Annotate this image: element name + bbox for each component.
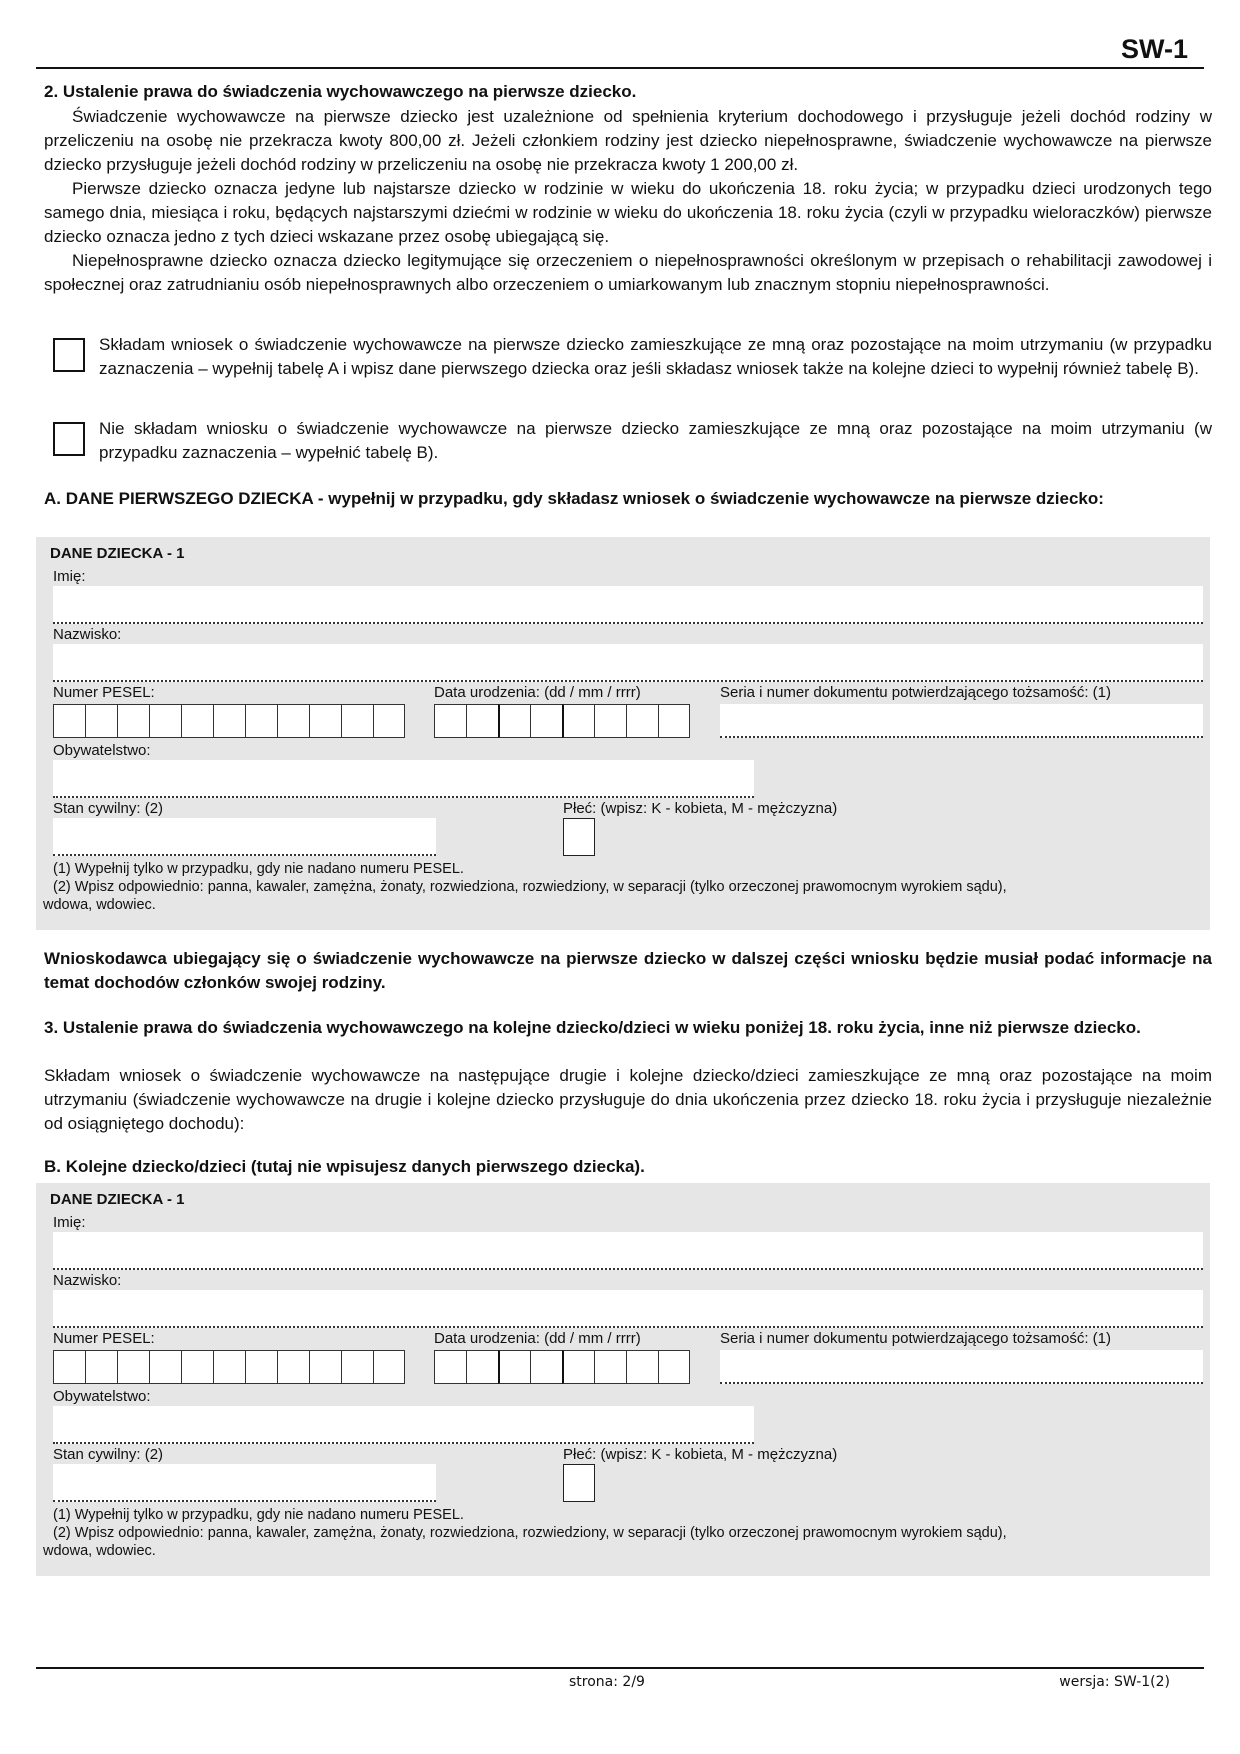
no-apply-first-child-checkbox[interactable] [53, 422, 85, 456]
birth-date-cell[interactable] [498, 1350, 530, 1384]
pesel-cell[interactable] [277, 704, 309, 738]
form-version: wersja: SW-1(2) [1059, 1674, 1170, 1690]
id-document-label: Seria i numer dokumentu potwierdzającego tożsamość: (1) [720, 684, 1112, 701]
birth-date-cell[interactable] [530, 1350, 562, 1384]
pesel-cell[interactable] [277, 1350, 309, 1384]
footnote-1: (1) Wypełnij tylko w przypadku, gdy nie nadano numeru PESEL. [53, 1507, 464, 1523]
footnote-1: (1) Wypełnij tylko w przypadku, gdy nie nadano numeru PESEL. [53, 861, 464, 877]
pesel-cell[interactable] [117, 704, 149, 738]
citizenship-field[interactable] [53, 760, 754, 798]
pesel-cell[interactable] [341, 704, 373, 738]
pesel-cell[interactable] [245, 704, 277, 738]
pesel-cell[interactable] [85, 704, 117, 738]
birth-date-label: Data urodzenia: (dd / mm / rrrr) [434, 684, 641, 701]
apply-first-child-label: Składam wniosek o świadczenie wychowawcze na pierwsze dziecko zamieszkujące ze mną oraz pozostające na moim utrzymaniu (w przypadku zaznaczenia – wypełnij tabelę A i wpisz dane pierwszego dziecka oraz jeśli składasz wniosek także na kolejne dzieci to wypełnij również tabelę B). [99, 335, 1212, 378]
last-name-field[interactable] [53, 644, 1203, 682]
box-title: DANE DZIECKA - 1 [50, 1191, 185, 1208]
id-document-field[interactable] [720, 1350, 1203, 1384]
last-name-field[interactable] [53, 1290, 1203, 1328]
section-2-paragraph-disabled-child: Niepełnosprawne dziecko oznacza dziecko legitymujące się orzeczeniem o niepełnosprawności określonym w przepisach o rehabilitacji zawodowej i społecznej oraz zatrudnianiu osób niepełnosprawnych albo orzeczeniem o umiarkowanym lub znacznym stopniu niepełnosprawności. [44, 251, 1212, 294]
birth-date-cell[interactable] [626, 1350, 658, 1384]
marital-status-field[interactable] [53, 1464, 436, 1502]
sex-label: Płeć: (wpisz: K - kobieta, M - mężczyzna) [563, 800, 838, 817]
sex-label: Płeć: (wpisz: K - kobieta, M - mężczyzna) [563, 1446, 838, 1463]
marital-status-field[interactable] [53, 818, 436, 856]
birth-date-cell[interactable] [498, 704, 530, 738]
pesel-cell[interactable] [149, 704, 181, 738]
id-document-label: Seria i numer dokumentu potwierdzającego tożsamość: (1) [720, 1330, 1112, 1347]
citizenship-label: Obywatelstwo: [53, 742, 151, 759]
income-notice: Wnioskodawca ubiegający się o świadczenie wychowawcze na pierwsze dziecko w dalszej części wniosku będzie musiał podać informacje na temat dochodów członków swojej rodziny. [44, 949, 1212, 992]
pesel-cell[interactable] [213, 704, 245, 738]
pesel-cell[interactable] [341, 1350, 373, 1384]
section-3-text: Składam wniosek o świadczenie wychowawcze na następujące drugie i kolejne dziecko/dzieci zamieszkujące ze mną oraz pozostające na moim utrzymaniu (świadczenie wychowawcze na drugie i kolejne dziecko przysługuje do dnia ukończenia przez dziecko 18. roku życia i przysługuje niezależnie od osiągniętego dochodu): [44, 1066, 1212, 1133]
birth-date-field[interactable] [434, 1350, 690, 1384]
footnote-2: (2) Wpisz odpowiednio: panna, kawaler, zamężna, żonaty, rozwiedziona, rozwiedziony, w separacji (tylko orzeczonej prawomocnym wyrokiem sądu), [53, 1525, 1007, 1541]
section-2-paragraph-income: Świadczenie wychowawcze na pierwsze dziecko jest uzależnione od spełnienia kryterium dochodowego i przysługuje jeżeli dochód rodziny w przeliczeniu na osobę nie przekracza kwoty 800,00 zł. Jeżeli członkiem rodziny jest dziecko niepełnosprawne, świadczenie wychowawcze na pierwsze dziecko przysługuje jeżeli dochód rodziny w przeliczeniu na osobę nie przekracza kwoty 1 200,00 zł. [44, 107, 1212, 174]
pesel-cell[interactable] [309, 1350, 341, 1384]
birth-date-cell[interactable] [434, 1350, 466, 1384]
footer-divider [36, 1667, 1204, 1669]
citizenship-field[interactable] [53, 1406, 754, 1444]
footnote-2-continued: wdowa, wdowiec. [43, 1543, 156, 1559]
pesel-label: Numer PESEL: [53, 1330, 155, 1347]
pesel-cell[interactable] [213, 1350, 245, 1384]
pesel-cell[interactable] [373, 704, 405, 738]
pesel-cell[interactable] [53, 1350, 85, 1384]
box-title: DANE DZIECKA - 1 [50, 545, 185, 562]
no-apply-first-child-label: Nie składam wniosku o świadczenie wychowawcze na pierwsze dziecko zamieszkujące ze mną oraz pozostające na moim utrzymaniu (w przypadku zaznaczenia – wypełnić tabelę B). [99, 419, 1212, 462]
pesel-cell[interactable] [309, 704, 341, 738]
birth-date-field[interactable] [434, 704, 690, 738]
birth-date-cell[interactable] [594, 1350, 626, 1384]
first-name-field[interactable] [53, 1232, 1203, 1270]
pesel-cell[interactable] [117, 1350, 149, 1384]
footnote-2-continued: wdowa, wdowiec. [43, 897, 156, 913]
pesel-field[interactable] [53, 704, 405, 738]
header-divider [36, 67, 1204, 69]
birth-date-cell[interactable] [562, 1350, 594, 1384]
pesel-cell[interactable] [181, 1350, 213, 1384]
section-b-title: B. Kolejne dziecko/dzieci (tutaj nie wpisujesz danych pierwszego dziecka). [44, 1157, 645, 1176]
form-code: SW-1 [1121, 34, 1188, 64]
pesel-cell[interactable] [85, 1350, 117, 1384]
birth-date-cell[interactable] [658, 704, 690, 738]
pesel-field[interactable] [53, 1350, 405, 1384]
birth-date-cell[interactable] [594, 704, 626, 738]
marital-status-label: Stan cywilny: (2) [53, 800, 164, 817]
birth-date-label: Data urodzenia: (dd / mm / rrrr) [434, 1330, 641, 1347]
first-name-field[interactable] [53, 586, 1203, 624]
birth-date-cell[interactable] [530, 704, 562, 738]
sex-field[interactable] [563, 1464, 595, 1502]
section-2-heading: 2. Ustalenie prawa do świadczenia wychowawczego na pierwsze dziecko. [44, 82, 637, 101]
child-data-box-a [36, 537, 1210, 930]
pesel-cell[interactable] [373, 1350, 405, 1384]
last-name-label: Nazwisko: [53, 626, 122, 643]
pesel-cell[interactable] [245, 1350, 277, 1384]
first-name-label: Imię: [53, 568, 86, 585]
section-2-paragraph-first-child: Pierwsze dziecko oznacza jedyne lub najstarsze dziecko w rodzinie w wieku do ukończenia 18. roku życia; w przypadku dzieci urodzonych tego samego dnia, miesiąca i roku, będących najstarszymi dziećmi w rodzinie w wieku do ukończenia 18. roku życia (czyli w przypadku wieloraczków) pierwsze dziecko oznacza jedno z tych dzieci wskazane przez osobę ubiegającą się. [44, 179, 1212, 246]
birth-date-cell[interactable] [658, 1350, 690, 1384]
birth-date-cell[interactable] [626, 704, 658, 738]
pesel-cell[interactable] [181, 704, 213, 738]
id-document-field[interactable] [720, 704, 1203, 738]
pesel-cell[interactable] [149, 1350, 181, 1384]
pesel-cell[interactable] [53, 704, 85, 738]
apply-first-child-checkbox[interactable] [53, 338, 85, 372]
last-name-label: Nazwisko: [53, 1272, 122, 1289]
pesel-label: Numer PESEL: [53, 684, 155, 701]
birth-date-cell[interactable] [434, 704, 466, 738]
section-a-title: A. DANE PIERWSZEGO DZIECKA - wypełnij w przypadku, gdy składasz wniosek o świadczenie wychowawcze na pierwsze dziecko: [44, 489, 1104, 508]
citizenship-label: Obywatelstwo: [53, 1388, 151, 1405]
child-data-box-b [36, 1183, 1210, 1576]
section-3-heading: 3. Ustalenie prawa do świadczenia wychowawczego na kolejne dziecko/dzieci w wieku poniżej 18. roku życia, inne niż pierwsze dziecko. [44, 1018, 1141, 1037]
first-name-label: Imię: [53, 1214, 86, 1231]
birth-date-cell[interactable] [466, 704, 498, 738]
marital-status-label: Stan cywilny: (2) [53, 1446, 164, 1463]
birth-date-cell[interactable] [466, 1350, 498, 1384]
page-number: strona: 2/9 [569, 1674, 645, 1690]
birth-date-cell[interactable] [562, 704, 594, 738]
footnote-2: (2) Wpisz odpowiednio: panna, kawaler, zamężna, żonaty, rozwiedziona, rozwiedziony, w separacji (tylko orzeczonej prawomocnym wyrokiem sądu), [53, 879, 1007, 895]
sex-field[interactable] [563, 818, 595, 856]
